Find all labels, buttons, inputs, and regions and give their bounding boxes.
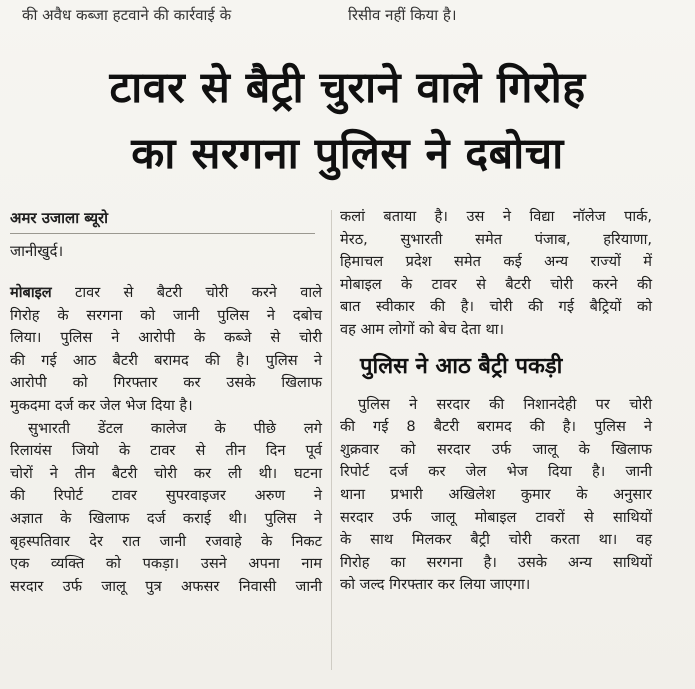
- paragraph-4: [340, 394, 652, 597]
- paragraph-line: मुकदमा दर्ज कर जेल भेज दिया है।: [10, 396, 193, 414]
- headline: [0, 55, 695, 187]
- paragraph-line: को जल्द गिरफ्तार कर लिया जाएगा।: [340, 576, 531, 594]
- paragraph-line: सरदार उर्फ जालू मोबाइल टावरों से साथियों: [340, 508, 652, 526]
- paragraph-line: गिरोह का सरगना है। उसके अन्य साथियों: [340, 553, 652, 571]
- paragraph-line: हिमाचल प्रदेश समेत कई अन्य राज्यों में: [340, 253, 652, 271]
- paragraph-line: रिपोर्ट दर्ज कर जेल भेज दिया है। जानी: [340, 463, 652, 481]
- paragraph-line: मोबाइल टावर से बैटरी चोरी करने वाले: [10, 284, 323, 301]
- paragraph-line: मेरठ, सुभारती समेत पंजाब, हरियाणा,: [340, 230, 652, 248]
- article-column-left: [10, 206, 322, 598]
- paragraph-line: आरोपी को गिरफ्तार कर उसके खिलाफ: [10, 374, 322, 392]
- paragraph-line: लिया। पुलिस ने आरोपी के कब्जे से चोरी: [10, 329, 322, 347]
- dateline: जानीखुर्द।: [10, 242, 64, 260]
- paragraph-line: सरदार उर्फ जालू पुत्र अफसर निवासी जानी: [10, 577, 322, 595]
- paragraph-line: वह आम लोगों को बेच देता था।: [340, 320, 505, 338]
- column-divider: [331, 210, 332, 670]
- paragraph-line: चोरों ने तीन बैटरी चोरी कर ली थी। घटना: [10, 464, 322, 482]
- paragraph-line: पुलिस ने सरदार की निशानदेही पर चोरी: [358, 395, 652, 413]
- paragraph-line: एक व्यक्ति को पकड़ा। उसने अपना नाम: [10, 555, 322, 573]
- paragraph-line: अज्ञात के खिलाफ दर्ज कराई थी। पुलिस ने: [10, 509, 322, 527]
- paragraph-line: की गई आठ बैटरी बरामद की है। पुलिस ने: [10, 351, 322, 369]
- paragraph-line: बात स्वीकार की है। चोरी की गई बैट्रियों को: [340, 298, 652, 316]
- byline: अमर उजाला ब्यूरो: [10, 206, 315, 234]
- paragraph-line: मोबाइल के टावर से बैटरी चोरी करने की: [340, 275, 652, 293]
- headline-line-2: का सरगना पुलिस ने दबोचा: [131, 129, 564, 179]
- paragraph-line: बृहस्पतिवार देर रात जानी रजवाहे के निकट: [10, 532, 322, 550]
- paragraph-line: शुक्रवार को सरदार उर्फ जालू के खिलाफ: [340, 440, 652, 458]
- subheading: पुलिस ने आठ बैट्री पकड़ी: [360, 353, 563, 379]
- article-column-right: [340, 206, 652, 597]
- snippet-left-text: की अवैध कब्जा हटवाने की कार्रवाई के: [22, 6, 232, 24]
- previous-article-snippet: [0, 0, 695, 34]
- paragraph-3: [340, 206, 652, 342]
- paragraph-line: की गई 8 बैटरी बरामद की है। पुलिस ने: [340, 418, 652, 436]
- paragraph-line: सुभारती डेंटल कालेज के पीछे लगे: [28, 419, 322, 437]
- paragraph-line: कलां बताया है। उस ने विद्या नॉलेज पार्क,: [340, 208, 652, 225]
- paragraph-line: गिरोह के सरगना को जानी पुलिस ने दबोच: [10, 306, 322, 324]
- paragraph-line: रिलायंस जियो के टावर से तीन दिन पूर्व: [10, 442, 322, 460]
- paragraph-line: की रिपोर्ट टावर सुपरवाइजर अरुण ने: [10, 487, 322, 505]
- paragraph-line: थाना प्रभारी अखिलेश कुमार के अनुसार: [340, 485, 652, 503]
- paragraph-1: [10, 282, 322, 418]
- lead-word: मोबाइल: [10, 284, 52, 301]
- paragraph-2: [10, 418, 322, 599]
- headline-line-1: टावर से बैट्री चुराने वाले गिरोह: [109, 63, 586, 113]
- paragraph-line: के साथ मिलकर बैट्री चोरी करता था। वह: [340, 531, 652, 549]
- snippet-right-text: रिसीव नहीं किया है।: [348, 6, 457, 24]
